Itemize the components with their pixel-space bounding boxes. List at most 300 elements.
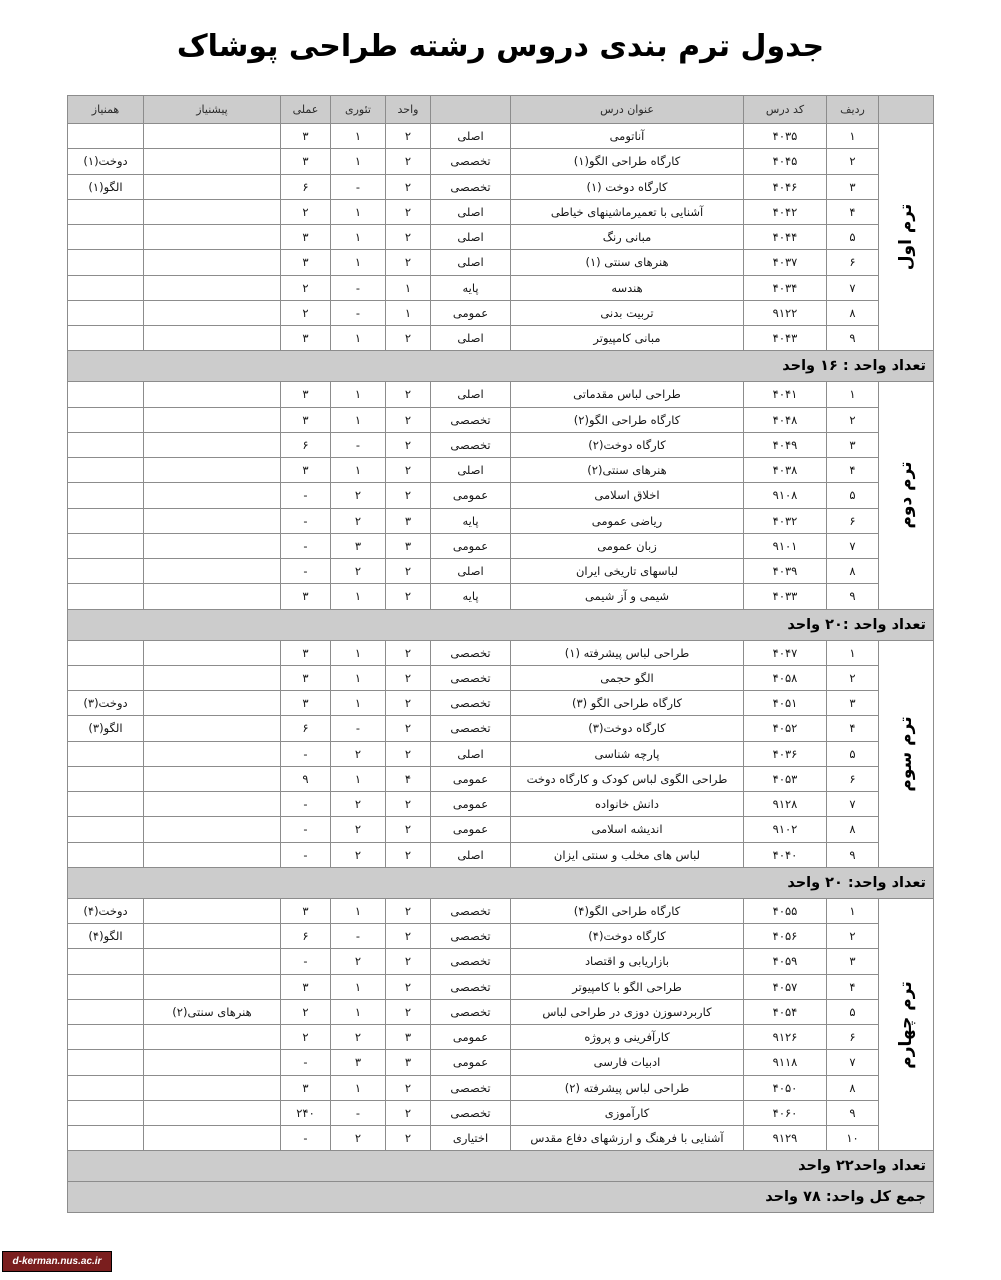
prerequisite-cell <box>144 1126 281 1151</box>
row-number-cell: ۱ <box>827 640 879 665</box>
course-code-cell: ۹۱۲۲ <box>744 300 827 325</box>
table-row <box>68 665 934 690</box>
course-title-cell: اخلاق اسلامی <box>511 483 744 508</box>
corequisite-cell <box>68 1050 144 1075</box>
grand-total-row <box>68 1182 934 1213</box>
course-type-cell: پایه <box>431 584 511 609</box>
prerequisite-cell <box>144 817 281 842</box>
course-type-cell: اصلی <box>431 124 511 149</box>
course-code-cell: ۴۰۴۴ <box>744 225 827 250</box>
prerequisite-cell <box>144 275 281 300</box>
practical-cell: ۲ <box>281 275 331 300</box>
course-type-cell: عمومی <box>431 792 511 817</box>
course-type-cell: عمومی <box>431 483 511 508</box>
table-row <box>68 458 934 483</box>
course-title-cell: اندیشه اسلامی <box>511 817 744 842</box>
course-type-cell: تخصصی <box>431 949 511 974</box>
row-number-cell: ۵ <box>827 741 879 766</box>
units-cell: ۱ <box>386 275 431 300</box>
course-title-cell: لباسهای تاریخی ایران <box>511 559 744 584</box>
prerequisite-cell <box>144 199 281 224</box>
corequisite-cell <box>68 741 144 766</box>
course-code-cell: ۴۰۵۵ <box>744 898 827 923</box>
practical-cell: ۳ <box>281 898 331 923</box>
course-title-cell: طراحی الگوی لباس کودک و کارگاه دوخت <box>511 766 744 791</box>
units-cell: ۲ <box>386 1100 431 1125</box>
theory-cell: ۲ <box>331 508 386 533</box>
course-type-cell: تخصصی <box>431 1075 511 1100</box>
units-cell: ۲ <box>386 1075 431 1100</box>
row-number-cell: ۱ <box>827 382 879 407</box>
course-code-cell: ۹۱۱۸ <box>744 1050 827 1075</box>
course-title-cell: طراحی لباس مقدماتی <box>511 382 744 407</box>
row-number-cell: ۸ <box>827 559 879 584</box>
course-code-cell: ۴۰۵۲ <box>744 716 827 741</box>
theory-cell: ۱ <box>331 199 386 224</box>
table-row <box>68 1075 934 1100</box>
course-title-cell: طراحی لباس پیشرفته (۲) <box>511 1075 744 1100</box>
table-row <box>68 149 934 174</box>
prerequisite-cell <box>144 407 281 432</box>
course-title-cell: کارگاه طراحی الگو(۴) <box>511 898 744 923</box>
corequisite-cell <box>68 999 144 1024</box>
table-row <box>68 275 934 300</box>
theory-cell: ۲ <box>331 559 386 584</box>
theory-cell: - <box>331 174 386 199</box>
corequisite-cell <box>68 974 144 999</box>
row-number-cell: ۵ <box>827 225 879 250</box>
prerequisite-cell <box>144 533 281 558</box>
theory-cell: ۳ <box>331 533 386 558</box>
practical-cell: ۳ <box>281 250 331 275</box>
practical-cell: ۲ <box>281 999 331 1024</box>
table-row <box>68 508 934 533</box>
practical-cell: ۳ <box>281 1075 331 1100</box>
course-title-cell: کارآموزی <box>511 1100 744 1125</box>
course-type-cell: تخصصی <box>431 149 511 174</box>
units-cell: ۲ <box>386 559 431 584</box>
course-type-cell: اصلی <box>431 458 511 483</box>
row-number-cell: ۷ <box>827 275 879 300</box>
course-type-header <box>431 96 511 124</box>
course-type-cell: اصلی <box>431 559 511 584</box>
page-title: جدول ترم بندی دروس رشته طراحی پوشاک <box>176 29 825 64</box>
row-number-cell: ۲ <box>827 665 879 690</box>
course-code-cell: ۴۰۳۳ <box>744 584 827 609</box>
prerequisite-cell <box>144 174 281 199</box>
units-cell: ۲ <box>386 124 431 149</box>
corequisite-cell <box>68 124 144 149</box>
theory-cell: ۲ <box>331 817 386 842</box>
term-label: ترم اول <box>896 203 916 271</box>
course-type-cell: اصلی <box>431 382 511 407</box>
course-code-cell: ۴۰۵۳ <box>744 766 827 791</box>
row-number-cell: ۸ <box>827 300 879 325</box>
practical-cell: - <box>281 1050 331 1075</box>
course-code-cell: ۴۰۵۰ <box>744 1075 827 1100</box>
theory-cell: - <box>331 716 386 741</box>
theory-cell: ۲ <box>331 792 386 817</box>
corequisite-cell <box>68 817 144 842</box>
row-number-cell: ۶ <box>827 1025 879 1050</box>
table-row <box>68 817 934 842</box>
theory-cell: - <box>331 300 386 325</box>
practical-cell: ۳ <box>281 665 331 690</box>
units-cell: ۲ <box>386 691 431 716</box>
practical-cell: ۳ <box>281 124 331 149</box>
corequisite-cell: الگو(۳) <box>68 716 144 741</box>
table-row <box>68 250 934 275</box>
term-total: تعداد واحد :۲۰ واحد <box>68 609 934 640</box>
practical-cell: ۳ <box>281 584 331 609</box>
theory-cell: ۱ <box>331 124 386 149</box>
prerequisite-cell <box>144 432 281 457</box>
term-label-cell <box>879 124 934 351</box>
theory-cell: ۳ <box>331 1050 386 1075</box>
course-code-cell: ۹۱۲۸ <box>744 792 827 817</box>
course-code-cell: ۴۰۵۱ <box>744 691 827 716</box>
practical-cell: ۲۴۰ <box>281 1100 331 1125</box>
units-cell: ۲ <box>386 974 431 999</box>
course-title-cell: کارگاه دوخت (۱) <box>511 174 744 199</box>
prerequisite-cell <box>144 1100 281 1125</box>
course-type-cell: اصلی <box>431 199 511 224</box>
units-cell: ۲ <box>386 584 431 609</box>
units-cell: ۲ <box>386 382 431 407</box>
practical-cell: - <box>281 741 331 766</box>
practical-cell: - <box>281 949 331 974</box>
course-code-cell: ۹۱۰۱ <box>744 533 827 558</box>
units-cell: ۳ <box>386 1025 431 1050</box>
course-code-cell: ۹۱۲۹ <box>744 1126 827 1151</box>
course-title-cell: هنرهای سنتی(۲) <box>511 458 744 483</box>
units-cell: ۲ <box>386 741 431 766</box>
units-cell: ۲ <box>386 949 431 974</box>
course-title-cell: بازاریابی و اقتصاد <box>511 949 744 974</box>
course-title-cell: آناتومی <box>511 124 744 149</box>
course-code-cell: ۴۰۴۰ <box>744 842 827 867</box>
practical-cell: ۳ <box>281 691 331 716</box>
course-title-cell: لباس های مخلب و سنتی ایزان <box>511 842 744 867</box>
site-watermark: d-kerman.nus.ac.ir <box>2 1251 112 1272</box>
practical-cell: - <box>281 483 331 508</box>
practical-cell: ۳ <box>281 974 331 999</box>
corequisite-cell <box>68 382 144 407</box>
units-cell: ۲ <box>386 225 431 250</box>
corequisite-cell <box>68 1075 144 1100</box>
row-number-cell: ۱۰ <box>827 1126 879 1151</box>
term-total-row <box>68 609 934 640</box>
prerequisite-cell <box>144 508 281 533</box>
course-code-cell: ۴۰۳۵ <box>744 124 827 149</box>
theory-cell: ۱ <box>331 250 386 275</box>
practical-cell: ۳ <box>281 326 331 351</box>
course-title-header: عنوان درس <box>511 96 744 124</box>
practical-cell: ۹ <box>281 766 331 791</box>
course-code-cell: ۴۰۳۸ <box>744 458 827 483</box>
course-type-cell: عمومی <box>431 1025 511 1050</box>
table-row <box>68 407 934 432</box>
course-type-cell: تخصصی <box>431 1100 511 1125</box>
course-type-cell: تخصصی <box>431 716 511 741</box>
practical-header: عملی <box>281 96 331 124</box>
units-header: واحد <box>386 96 431 124</box>
practical-cell: - <box>281 508 331 533</box>
row-number-cell: ۲ <box>827 149 879 174</box>
course-title-cell: کارگاه طراحی الگو(۲) <box>511 407 744 432</box>
course-title-cell: هنرهای سنتی (۱) <box>511 250 744 275</box>
units-cell: ۲ <box>386 1126 431 1151</box>
prerequisite-cell <box>144 716 281 741</box>
term-label: ترم سوم <box>896 716 916 792</box>
corequisite-cell <box>68 458 144 483</box>
prerequisite-cell <box>144 766 281 791</box>
table-row <box>68 898 934 923</box>
course-code-cell: ۹۱۲۶ <box>744 1025 827 1050</box>
practical-cell: ۳ <box>281 640 331 665</box>
units-cell: ۲ <box>386 640 431 665</box>
corequisite-cell <box>68 766 144 791</box>
course-title-cell: ریاضی عمومی <box>511 508 744 533</box>
corequisite-cell <box>68 1100 144 1125</box>
course-code-cell: ۴۰۴۹ <box>744 432 827 457</box>
table-row <box>68 1126 934 1151</box>
corequisite-cell <box>68 640 144 665</box>
units-cell: ۲ <box>386 326 431 351</box>
corequisite-cell <box>68 842 144 867</box>
course-type-cell: پایه <box>431 275 511 300</box>
course-title-cell: کارآفرینی و پروژه <box>511 1025 744 1050</box>
prerequisite-cell <box>144 691 281 716</box>
practical-cell: - <box>281 817 331 842</box>
term-total: تعداد واحد۲۲ واحد <box>68 1151 934 1182</box>
course-title-cell: هندسه <box>511 275 744 300</box>
corequisite-cell <box>68 665 144 690</box>
prerequisite-cell <box>144 149 281 174</box>
course-type-cell: تخصصی <box>431 924 511 949</box>
practical-cell: - <box>281 533 331 558</box>
table-row <box>68 640 934 665</box>
course-code-cell: ۴۰۴۳ <box>744 326 827 351</box>
table-row <box>68 199 934 224</box>
course-title-cell: آشنایی با تعمیرماشینهای خیاطی <box>511 199 744 224</box>
corequisite-cell <box>68 432 144 457</box>
course-code-cell: ۴۰۳۷ <box>744 250 827 275</box>
practical-cell: ۳ <box>281 458 331 483</box>
corequisite-cell <box>68 250 144 275</box>
theory-cell: ۱ <box>331 225 386 250</box>
prerequisite-cell <box>144 792 281 817</box>
row-number-cell: ۷ <box>827 533 879 558</box>
course-type-cell: عمومی <box>431 766 511 791</box>
practical-cell: ۶ <box>281 716 331 741</box>
course-type-cell: اصلی <box>431 250 511 275</box>
course-type-cell: اصلی <box>431 225 511 250</box>
term-label-cell <box>879 382 934 609</box>
table-row <box>68 382 934 407</box>
row-number-header: ردیف <box>827 96 879 124</box>
course-type-cell: عمومی <box>431 533 511 558</box>
prerequisite-cell <box>144 640 281 665</box>
row-number-cell: ۱ <box>827 898 879 923</box>
theory-cell: ۲ <box>331 741 386 766</box>
units-cell: ۲ <box>386 716 431 741</box>
table-row <box>68 691 934 716</box>
term-total-row <box>68 867 934 898</box>
corequisite-cell <box>68 1025 144 1050</box>
corequisite-cell <box>68 1126 144 1151</box>
prerequisite-cell <box>144 842 281 867</box>
course-code-cell: ۴۰۵۸ <box>744 665 827 690</box>
course-type-cell: تخصصی <box>431 898 511 923</box>
course-type-cell: عمومی <box>431 1050 511 1075</box>
row-number-cell: ۴ <box>827 974 879 999</box>
course-title-cell: کارگاه دوخت(۳) <box>511 716 744 741</box>
row-number-cell: ۲ <box>827 407 879 432</box>
table-row <box>68 999 934 1024</box>
course-type-cell: تخصصی <box>431 432 511 457</box>
term-label: ترم چهارم <box>896 980 916 1069</box>
prerequisite-cell <box>144 382 281 407</box>
table-row <box>68 124 934 149</box>
table-row <box>68 974 934 999</box>
course-code-cell: ۴۰۳۶ <box>744 741 827 766</box>
course-title-cell: دانش خانواده <box>511 792 744 817</box>
units-cell: ۳ <box>386 508 431 533</box>
course-title-cell: کارگاه دوخت(۴) <box>511 924 744 949</box>
header-row <box>68 96 934 124</box>
course-code-cell: ۴۰۴۵ <box>744 149 827 174</box>
course-code-cell: ۴۰۴۲ <box>744 199 827 224</box>
units-cell: ۲ <box>386 199 431 224</box>
theory-cell: ۱ <box>331 640 386 665</box>
course-title-cell: ادبیات فارسی <box>511 1050 744 1075</box>
practical-cell: - <box>281 792 331 817</box>
table-row <box>68 949 934 974</box>
row-number-cell: ۷ <box>827 792 879 817</box>
course-code-header: کد درس <box>744 96 827 124</box>
units-cell: ۲ <box>386 407 431 432</box>
corequisite-cell <box>68 559 144 584</box>
theory-cell: - <box>331 924 386 949</box>
theory-cell: ۲ <box>331 842 386 867</box>
course-type-cell: اختیاری <box>431 1126 511 1151</box>
practical-cell: - <box>281 1126 331 1151</box>
course-title-cell: پارچه شناسی <box>511 741 744 766</box>
course-title-cell: کارگاه دوخت(۲) <box>511 432 744 457</box>
units-cell: ۳ <box>386 533 431 558</box>
term-total-row <box>68 1151 934 1182</box>
theory-cell: - <box>331 432 386 457</box>
course-title-cell: الگو حجمی <box>511 665 744 690</box>
practical-cell: ۶ <box>281 432 331 457</box>
theory-cell: ۱ <box>331 407 386 432</box>
theory-cell: ۱ <box>331 691 386 716</box>
row-number-cell: ۷ <box>827 1050 879 1075</box>
practical-cell: - <box>281 559 331 584</box>
course-type-cell: تخصصی <box>431 691 511 716</box>
units-cell: ۲ <box>386 483 431 508</box>
course-type-cell: تخصصی <box>431 174 511 199</box>
table-row <box>68 326 934 351</box>
course-type-cell: اصلی <box>431 741 511 766</box>
term-header-cell <box>879 96 934 124</box>
course-title-cell: زبان عمومی <box>511 533 744 558</box>
theory-cell: ۲ <box>331 949 386 974</box>
corequisite-cell: الگو(۴) <box>68 924 144 949</box>
row-number-cell: ۴ <box>827 716 879 741</box>
course-code-cell: ۴۰۳۴ <box>744 275 827 300</box>
practical-cell: ۶ <box>281 174 331 199</box>
units-cell: ۲ <box>386 792 431 817</box>
row-number-cell: ۶ <box>827 766 879 791</box>
units-cell: ۲ <box>386 174 431 199</box>
table-row <box>68 924 934 949</box>
course-type-cell: اصلی <box>431 326 511 351</box>
table-row <box>68 533 934 558</box>
corequisite-cell <box>68 199 144 224</box>
prerequisite-cell <box>144 1050 281 1075</box>
term-label-cell <box>879 898 934 1151</box>
course-type-cell: تخصصی <box>431 407 511 432</box>
theory-cell: ۱ <box>331 458 386 483</box>
prerequisite-cell <box>144 924 281 949</box>
table-row <box>68 766 934 791</box>
corequisite-cell <box>68 326 144 351</box>
units-cell: ۲ <box>386 665 431 690</box>
theory-cell: ۱ <box>331 326 386 351</box>
course-title-cell: مبانی کامپیوتر <box>511 326 744 351</box>
units-cell: ۲ <box>386 250 431 275</box>
row-number-cell: ۹ <box>827 1100 879 1125</box>
course-code-cell: ۴۰۴۷ <box>744 640 827 665</box>
course-code-cell: ۴۰۵۶ <box>744 924 827 949</box>
theory-cell: ۲ <box>331 1025 386 1050</box>
grand-total: جمع کل واحد: ۷۸ واحد <box>68 1182 934 1213</box>
theory-cell: ۱ <box>331 999 386 1024</box>
table-row <box>68 584 934 609</box>
corequisite-cell: دوخت(۴) <box>68 898 144 923</box>
course-code-cell: ۴۰۵۹ <box>744 949 827 974</box>
prerequisite-cell <box>144 124 281 149</box>
units-cell: ۲ <box>386 898 431 923</box>
course-code-cell: ۹۱۰۸ <box>744 483 827 508</box>
course-code-cell: ۴۰۳۹ <box>744 559 827 584</box>
prerequisite-cell <box>144 559 281 584</box>
course-code-cell: ۴۰۵۷ <box>744 974 827 999</box>
corequisite-cell <box>68 275 144 300</box>
corequisite-cell: دوخت(۱) <box>68 149 144 174</box>
corequisite-cell <box>68 407 144 432</box>
table-row <box>68 483 934 508</box>
course-title-cell: کاربردسوزن دوزی در طراحی لباس <box>511 999 744 1024</box>
course-type-cell: تخصصی <box>431 999 511 1024</box>
practical-cell: - <box>281 842 331 867</box>
theory-cell: ۱ <box>331 149 386 174</box>
corequisite-cell <box>68 225 144 250</box>
units-cell: ۲ <box>386 924 431 949</box>
practical-cell: ۲ <box>281 300 331 325</box>
row-number-cell: ۳ <box>827 949 879 974</box>
row-number-cell: ۶ <box>827 250 879 275</box>
row-number-cell: ۱ <box>827 124 879 149</box>
corequisite-cell <box>68 300 144 325</box>
term-label: ترم دوم <box>896 461 916 529</box>
prerequisite-cell <box>144 300 281 325</box>
prerequisite-cell <box>144 1025 281 1050</box>
corequisite-cell <box>68 949 144 974</box>
table-row <box>68 174 934 199</box>
